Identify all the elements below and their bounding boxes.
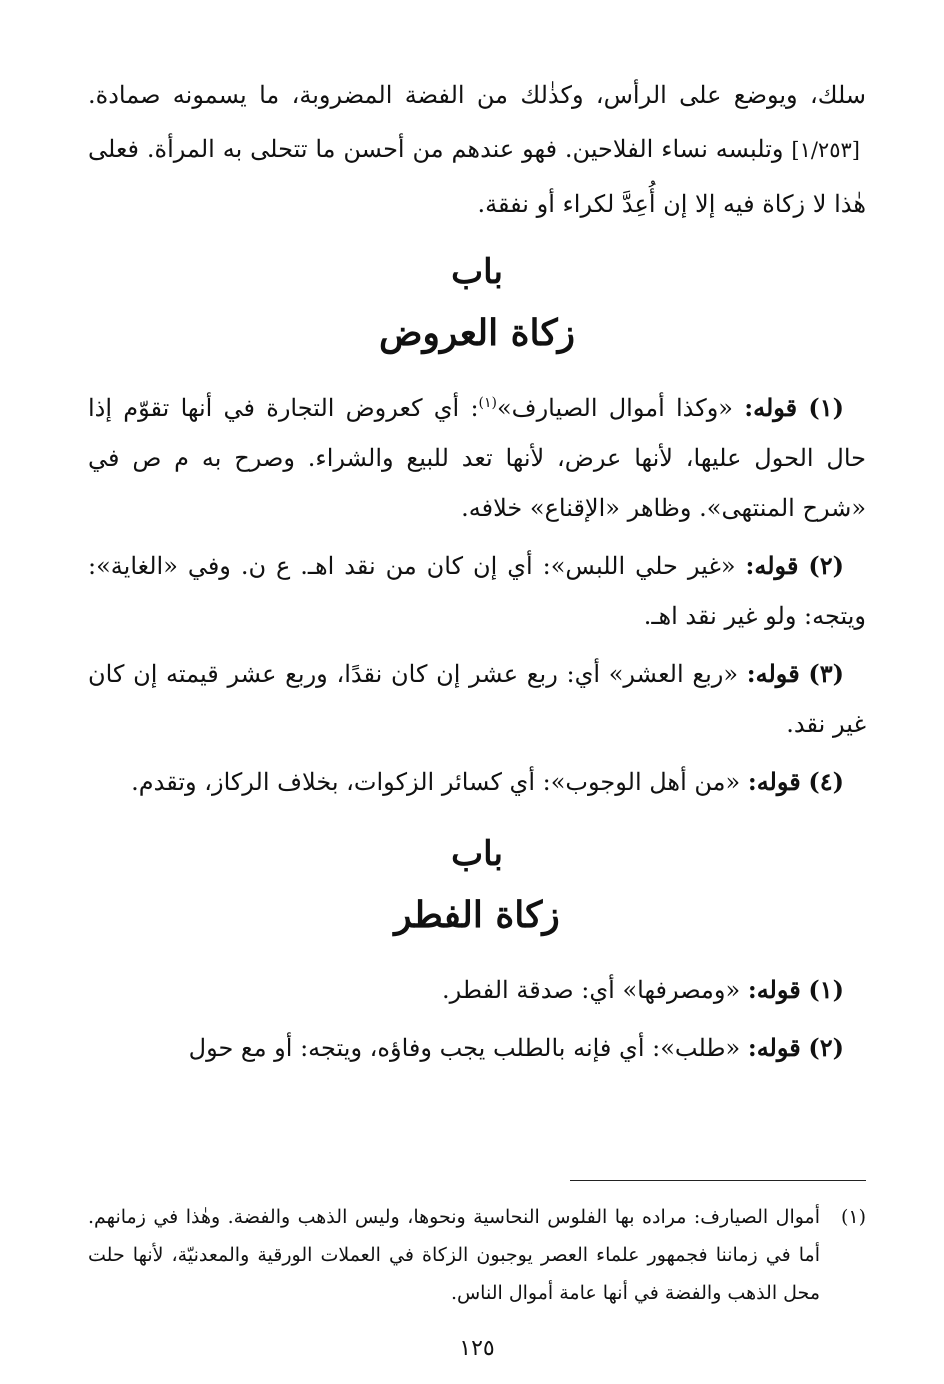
note-quote: «ربع العشر» — [608, 660, 739, 688]
section-2-bab-heading: باب — [451, 834, 503, 874]
footnote-1 — [88, 1198, 866, 1312]
section-2-note-2 — [88, 1023, 866, 1073]
note-number: (٢) — [808, 1033, 844, 1062]
section-zakat-al-fitr — [88, 825, 866, 1073]
page-number: ١٢٥ — [459, 1336, 495, 1361]
footnote-reference[interactable]: (١) — [478, 395, 497, 411]
section-2-title: زكاة الفطر — [394, 894, 560, 936]
note-quote: «وكذا أموال الصيارف» — [497, 394, 733, 422]
note-number: (٤) — [808, 767, 844, 796]
note-label: قوله: — [744, 393, 798, 422]
note-text: : أي كعروض التجارة في أنها تقوّم إذا حال الحول عليها، لأنها عرض، لأنها تعد للبيع والشراء. وصرح به م ص في «شرح المنتهى». وظاهر «الإقناع» خلافه. — [88, 394, 866, 522]
note-quote: «غير حلي اللبس» — [550, 552, 736, 580]
note-text: : أي إن كان من نقد اهـ. ع ن. وفي «الغاية»: ويتجه: ولو غير نقد اهـ. — [88, 552, 866, 630]
footnote-number: (١) — [840, 1206, 866, 1228]
section-1-note-4 — [88, 757, 866, 807]
page-reference: [١/٢٥٣] — [791, 138, 860, 162]
section-1-title: زكاة العروض — [379, 312, 575, 354]
note-number: (٣) — [808, 659, 844, 688]
section-1-note-2 — [88, 541, 866, 641]
note-label: قوله: — [745, 551, 799, 580]
note-label: قوله: — [747, 767, 801, 796]
section-1-bab-heading: باب — [451, 252, 503, 292]
section-1-note-3 — [88, 649, 866, 749]
note-label: قوله: — [747, 975, 801, 1004]
note-text: أي: ربع عشر إن كان نقدًا، وربع عشر قيمته إن كان غير نقد. — [88, 660, 866, 738]
note-text: : أي فإنه بالطلب يجب وفاؤه، ويتجه: أو مع حول — [188, 1034, 661, 1062]
note-quote: «من أهل الوجوب» — [550, 768, 741, 796]
section-2-note-1 — [88, 965, 866, 1015]
intro-line-1: سلك، ويوضع على الرأس، وكذٰلك من الفضة المضروبة، ما يسمونه صمادة. — [88, 81, 866, 109]
section-1-note-1 — [88, 383, 866, 533]
book-page — [88, 68, 866, 1384]
intro-rest: وتلبسه نساء الفلاحين. فهو عندهم من أحسن ما تتحلى به المرأة. فعلى هٰذا لا زكاة فيه إلا إن أُعِدَّ لكراء أو نفقة. — [88, 135, 866, 218]
footnote-text: أموال الصيارف: مراده بها الفلوس النحاسية ونحوها، وليس الذهب والفضة. وهٰذا في زمانهم. أما في زماننا فجمهور علماء العصر يوجبون الزكاة في العملات الورقية والمعدنيّة، لأنها حلت محل الذهب والفضة في أنها عامة أموال الناس. — [88, 1206, 820, 1304]
note-number: (١) — [808, 393, 844, 422]
note-quote: «ومصرفها» — [622, 976, 741, 1004]
note-text: : أي كسائر الزكوات، بخلاف الركاز، وتقدم. — [131, 768, 551, 796]
footnote-divider — [570, 1180, 866, 1181]
note-label: قوله: — [746, 659, 800, 688]
note-number: (١) — [808, 975, 844, 1004]
note-quote: «طلب» — [660, 1034, 741, 1062]
note-number: (٢) — [808, 551, 844, 580]
intro-paragraph — [88, 68, 866, 231]
section-zakat-al-urud — [88, 243, 866, 807]
note-text: أي: صدقة الفطر. — [442, 976, 623, 1004]
note-label: قوله: — [747, 1033, 801, 1062]
